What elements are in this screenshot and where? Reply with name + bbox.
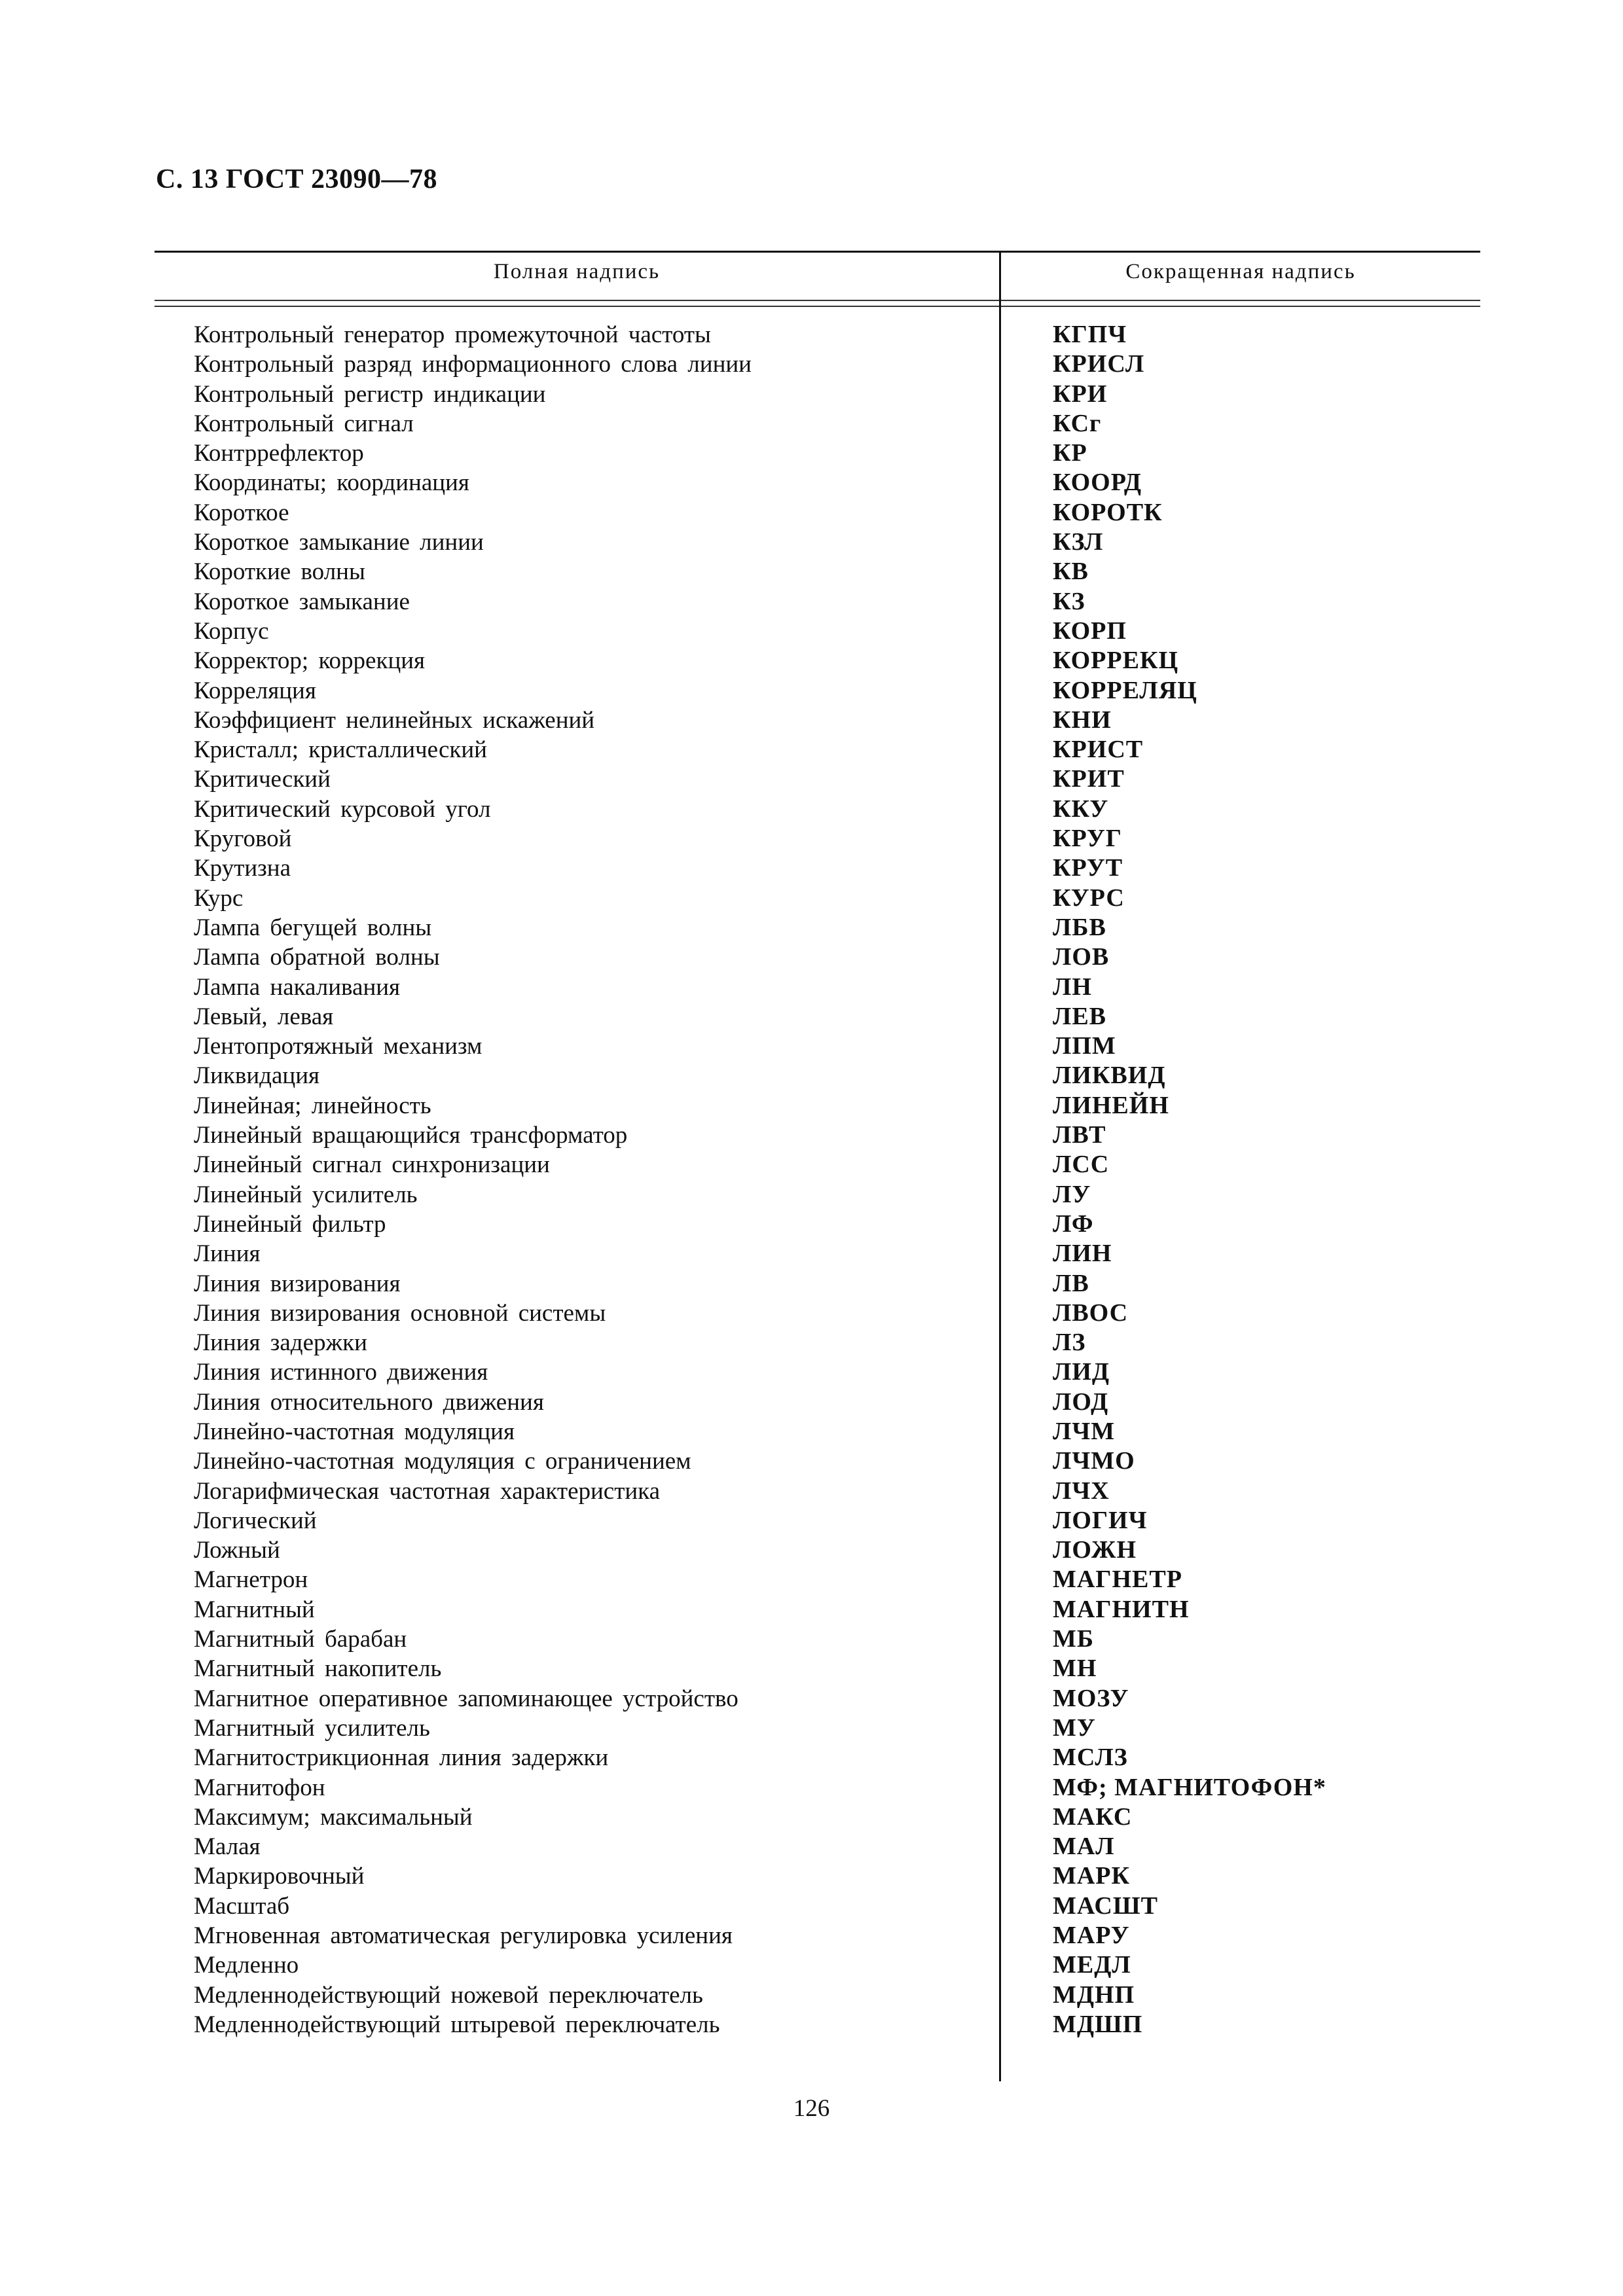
- full-label: Лампа накаливания: [194, 973, 401, 1001]
- table-row: [155, 1832, 1480, 1861]
- short-label: ЛЧХ: [1053, 1477, 1110, 1505]
- table-row: [155, 1328, 1480, 1357]
- full-label: Масштаб: [194, 1892, 290, 1920]
- full-label: Контрольный генератор промежуточной частоты: [194, 321, 711, 348]
- short-label: ЛФ: [1053, 1210, 1094, 1238]
- table-row: [155, 1002, 1480, 1031]
- table-row: [155, 528, 1480, 557]
- full-label: Ликвидация: [194, 1062, 320, 1090]
- short-label: КЗ: [1053, 587, 1085, 615]
- full-label: Кристалл; кристаллический: [194, 736, 487, 764]
- short-label: МДШП: [1053, 2010, 1143, 2038]
- table-row: [155, 1150, 1480, 1179]
- short-label: ЛЗ: [1053, 1329, 1086, 1357]
- short-label: МДНП: [1053, 1981, 1135, 2009]
- short-label: ЛЧМ: [1053, 1417, 1116, 1445]
- full-label: Линейно-частотная модуляция: [194, 1418, 515, 1445]
- full-label: Короткое: [194, 499, 289, 526]
- short-label: КУРС: [1053, 884, 1125, 912]
- full-label: Линейный вращающийся трансформатор: [194, 1122, 628, 1149]
- table-row: [155, 1535, 1480, 1565]
- table-row: [155, 1506, 1480, 1535]
- short-label: КОРП: [1053, 617, 1127, 645]
- full-label: Короткое замыкание линии: [194, 529, 484, 556]
- table-row: [155, 1565, 1480, 1594]
- full-label: Контррефлектор: [194, 440, 364, 467]
- table-row: [155, 1803, 1480, 1832]
- full-label: Мгновенная автоматическая регулировка усиления: [194, 1922, 733, 1950]
- table-row: [155, 1743, 1480, 1772]
- short-label: ЛН: [1053, 973, 1092, 1001]
- short-label: МАГНЕТР: [1053, 1566, 1182, 1594]
- table-row: [155, 1357, 1480, 1387]
- short-label: ЛОГИЧ: [1053, 1506, 1148, 1534]
- full-label: Линия относительного движения: [194, 1388, 544, 1416]
- table-row: [155, 587, 1480, 617]
- full-label: Короткие волны: [194, 558, 365, 586]
- short-label: ЛОД: [1053, 1388, 1109, 1416]
- full-label: Круговой: [194, 825, 292, 853]
- full-label: Магнитострикционная линия задержки: [194, 1744, 609, 1772]
- table-row: [155, 824, 1480, 853]
- full-label: Магнитное оперативное запоминающее устройство: [194, 1685, 739, 1712]
- table-row: [155, 498, 1480, 528]
- full-label: Магнитный: [194, 1596, 315, 1623]
- short-label: ЛВОС: [1053, 1299, 1129, 1327]
- table-row: [155, 1773, 1480, 1803]
- full-label: Левый, левая: [194, 1003, 334, 1030]
- header-double-rule-upper: [155, 300, 1480, 301]
- short-label: ЛУ: [1053, 1180, 1091, 1208]
- short-label: МАРУ: [1053, 1922, 1130, 1950]
- full-label: Логарифмическая частотная характеристика: [194, 1477, 661, 1505]
- table-row: [155, 1031, 1480, 1061]
- table-row: [155, 795, 1480, 824]
- full-label: Ложный: [194, 1537, 280, 1564]
- short-label: МОЗУ: [1053, 1684, 1129, 1712]
- table-row: [155, 1624, 1480, 1654]
- table-row: [155, 439, 1480, 468]
- table-row: [155, 973, 1480, 1002]
- table-row: [155, 409, 1480, 439]
- table-row: [155, 1446, 1480, 1476]
- short-label: КРИТ: [1053, 765, 1125, 793]
- short-label: ЛВ: [1053, 1269, 1089, 1297]
- full-label: Критический курсовой угол: [194, 795, 491, 823]
- full-label: Лампа обратной волны: [194, 944, 440, 971]
- short-label: КРИ: [1053, 380, 1108, 408]
- short-label: ЛЕВ: [1053, 1002, 1107, 1030]
- short-label: КОРРЕКЦ: [1053, 647, 1179, 675]
- full-label: Малая: [194, 1833, 261, 1861]
- full-label: Линия истинного движения: [194, 1359, 488, 1386]
- full-label: Контрольный разряд информационного слова линии: [194, 351, 752, 378]
- full-label: Координаты; координация: [194, 469, 469, 497]
- short-label: ЛПМ: [1053, 1032, 1116, 1060]
- table-row: [155, 350, 1480, 379]
- table-row: [155, 1180, 1480, 1210]
- table-row: [155, 942, 1480, 972]
- table-row: [155, 557, 1480, 586]
- full-label: Критический: [194, 766, 331, 793]
- short-label: ЛЧМО: [1053, 1447, 1135, 1475]
- short-label: МН: [1053, 1655, 1097, 1683]
- full-label: Медленно: [194, 1952, 299, 1979]
- short-label: КРИСЛ: [1053, 350, 1145, 378]
- table-row: [155, 1892, 1480, 1921]
- full-label: Максимум; максимальный: [194, 1803, 473, 1831]
- short-label: КРУГ: [1053, 825, 1122, 853]
- table-row: [155, 1417, 1480, 1446]
- short-label: МАСШТ: [1053, 1892, 1158, 1920]
- full-label: Линейная; линейность: [194, 1092, 431, 1119]
- full-label: Медленнодействующий ножевой переключатель: [194, 1981, 703, 2009]
- short-label: МБ: [1053, 1625, 1094, 1653]
- full-label: Лентопротяжный механизм: [194, 1033, 483, 1060]
- table-body: [155, 320, 1480, 2039]
- full-label: Корреляция: [194, 677, 316, 704]
- full-label: Логический: [194, 1507, 317, 1534]
- table-row: [155, 1239, 1480, 1268]
- table-row: [155, 617, 1480, 646]
- short-label: КЗЛ: [1053, 528, 1104, 556]
- short-label: КООРД: [1053, 469, 1142, 497]
- short-label: МСЛЗ: [1053, 1744, 1128, 1772]
- page-number: 126: [793, 2095, 830, 2122]
- full-label: Короткое замыкание: [194, 588, 410, 615]
- short-label: МУ: [1053, 1713, 1096, 1742]
- short-label: ЛВТ: [1053, 1121, 1106, 1149]
- table-row: [155, 706, 1480, 735]
- full-label: Линейный усилитель: [194, 1181, 418, 1208]
- full-label: Медленнодействующий штыревой переключатель: [194, 2011, 720, 2038]
- table-row: [155, 1121, 1480, 1150]
- table-row: [155, 1269, 1480, 1299]
- short-label: МАРК: [1053, 1862, 1131, 1890]
- table-row: [155, 884, 1480, 913]
- short-label: ЛБВ: [1053, 913, 1106, 941]
- full-label: Коэффициент нелинейных искажений: [194, 706, 595, 734]
- full-label: Крутизна: [194, 855, 291, 882]
- table-row: [155, 380, 1480, 409]
- full-label: Магнетрон: [194, 1566, 308, 1594]
- column-header-full: Полная надпись: [493, 260, 661, 283]
- full-label: Линия: [194, 1240, 261, 1268]
- table-row: [155, 468, 1480, 497]
- short-label: КСг: [1053, 409, 1102, 437]
- full-label: Линия визирования: [194, 1270, 401, 1297]
- table-row: [155, 1061, 1480, 1090]
- short-label: КР: [1053, 439, 1087, 467]
- full-label: Курс: [194, 884, 244, 912]
- table-row: [155, 764, 1480, 794]
- table-row: [155, 1921, 1480, 1950]
- short-label: КРИСТ: [1053, 736, 1144, 764]
- table-row: [155, 1388, 1480, 1417]
- short-label: ЛСС: [1053, 1151, 1110, 1179]
- table-row: [155, 1981, 1480, 2010]
- full-label: Линия визирования основной системы: [194, 1299, 606, 1327]
- short-label: МАГНИТН: [1053, 1595, 1190, 1623]
- short-label: МАКС: [1053, 1803, 1133, 1831]
- short-label: КГПЧ: [1053, 321, 1127, 348]
- table-row: [155, 2010, 1480, 2039]
- full-label: Корпус: [194, 617, 269, 645]
- full-label: Контрольный регистр индикации: [194, 380, 546, 408]
- table-top-rule: [155, 251, 1480, 253]
- short-label: МАЛ: [1053, 1833, 1115, 1861]
- table-row: [155, 646, 1480, 675]
- full-label: Магнитный барабан: [194, 1626, 407, 1653]
- table-row: [155, 1210, 1480, 1239]
- full-label: Линия задержки: [194, 1329, 367, 1357]
- short-label: КОРОТК: [1053, 498, 1163, 526]
- short-label: КНИ: [1053, 706, 1112, 734]
- full-label: Линейный сигнал синхронизации: [194, 1151, 550, 1179]
- table-row: [155, 853, 1480, 883]
- full-label: Лампа бегущей волны: [194, 914, 432, 941]
- table-row: [155, 1861, 1480, 1891]
- short-label: ЛИНЕЙН: [1053, 1091, 1169, 1119]
- full-label: Магнитный усилитель: [194, 1714, 430, 1742]
- table-row: [155, 1950, 1480, 1980]
- table-row: [155, 1684, 1480, 1713]
- header-double-rule-lower: [155, 306, 1480, 307]
- short-label: МЕДЛ: [1053, 1951, 1131, 1979]
- full-label: Магнитный накопитель: [194, 1655, 442, 1683]
- table-row: [155, 676, 1480, 706]
- full-label: Маркировочный: [194, 1863, 365, 1890]
- full-label: Контрольный сигнал: [194, 410, 414, 437]
- table-row: [155, 1713, 1480, 1743]
- table-row: [155, 1595, 1480, 1624]
- table-row: [155, 1477, 1480, 1506]
- full-label: Линейный фильтр: [194, 1210, 386, 1238]
- table-row: [155, 735, 1480, 764]
- short-label: ЛИКВИД: [1053, 1062, 1166, 1090]
- full-label: Корректор; коррекция: [194, 647, 426, 675]
- short-label: ЛОВ: [1053, 943, 1110, 971]
- short-label: ЛИД: [1053, 1358, 1110, 1386]
- short-label: КРУТ: [1053, 854, 1123, 882]
- table-row: [155, 320, 1480, 350]
- short-label: КВ: [1053, 558, 1089, 586]
- short-label: ЛОЖН: [1053, 1536, 1137, 1564]
- column-header-short: Сокращенная надпись: [1125, 260, 1356, 283]
- page-title: С. 13 ГОСТ 23090—78: [156, 164, 438, 194]
- short-label: ЛИН: [1053, 1240, 1112, 1268]
- full-label: Магнитофон: [194, 1774, 325, 1801]
- table-row: [155, 913, 1480, 942]
- short-label: ККУ: [1053, 795, 1109, 823]
- table-row: [155, 1299, 1480, 1328]
- full-label: Линейно-частотная модуляция с ограничением: [194, 1448, 691, 1475]
- table-row: [155, 1091, 1480, 1121]
- short-label: МФ; МАГНИТОФОН*: [1053, 1773, 1326, 1801]
- short-label: КОРРЕЛЯЦ: [1053, 676, 1197, 704]
- table-row: [155, 1654, 1480, 1683]
